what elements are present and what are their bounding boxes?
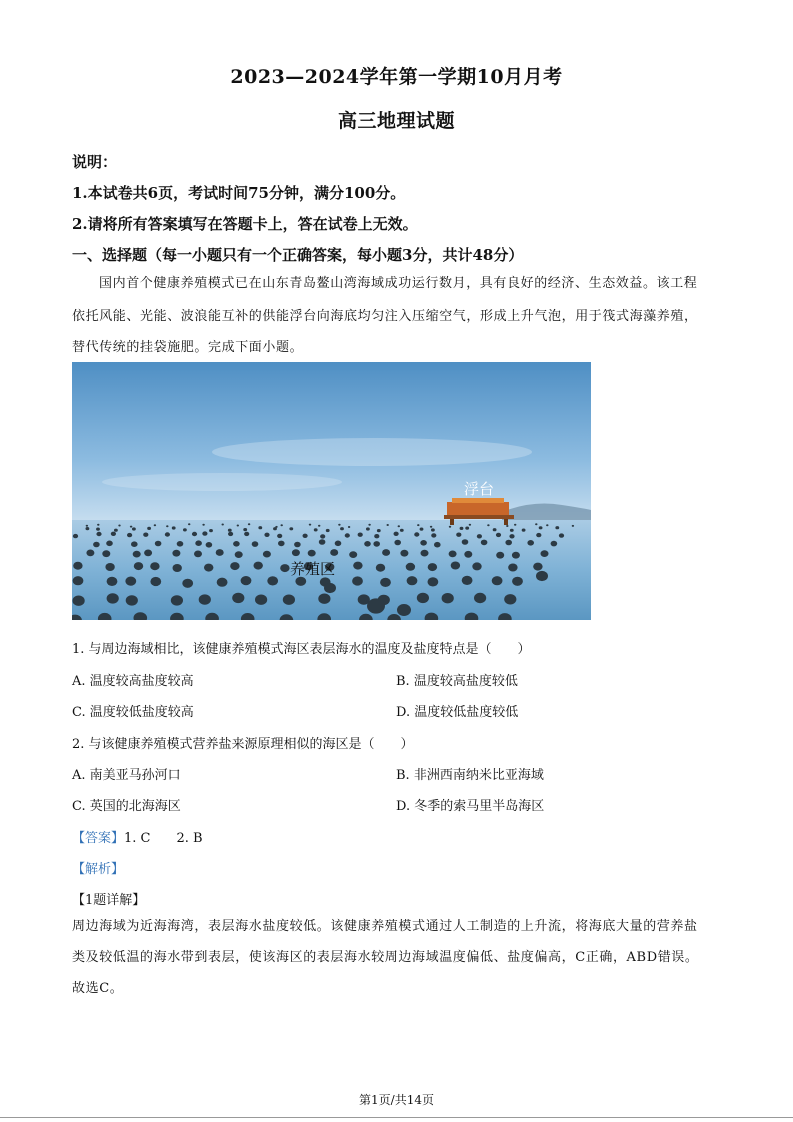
buoy (376, 564, 385, 572)
buoy (431, 533, 436, 537)
buoy (377, 529, 381, 532)
buoy (73, 534, 78, 538)
platform-label: 浮台 (464, 480, 495, 498)
buoy (318, 594, 330, 604)
buoy (382, 549, 390, 556)
buoy (364, 541, 371, 547)
buoy (96, 532, 101, 536)
question-2-option-b: B. 非洲西南纳米比亚海域 (396, 768, 544, 783)
buoy (209, 529, 213, 532)
buoy (464, 551, 472, 558)
buoy (277, 534, 282, 538)
buoy (533, 563, 542, 571)
buoy (400, 529, 404, 532)
sea-farm-illustration (72, 362, 591, 620)
buoy (496, 533, 501, 537)
passage-line-3: 替代传统的挂袋施肥。完成下面小题。 (72, 340, 304, 355)
buoy (535, 523, 537, 525)
buoy (462, 576, 473, 585)
buoy (172, 526, 176, 529)
buoy (477, 534, 482, 538)
buoy (177, 541, 184, 547)
analysis-line-2: 类及较低温的海水带到表层，使该海区的表层海水较周边海域温度偏低、盐度偏高，C正确，ABD错误。 (72, 950, 699, 965)
buoy (541, 550, 549, 557)
question-2-stem: 2. 与该健康养殖模式营养盐来源原理相似的海区是（ ） (72, 737, 414, 752)
buoy (155, 541, 162, 547)
buoy (512, 577, 523, 586)
buoy (398, 525, 400, 527)
buoy (481, 540, 488, 546)
buoy (536, 571, 548, 581)
buoy (233, 541, 240, 547)
buoy (173, 564, 182, 572)
buoy (283, 595, 295, 605)
buoy (374, 534, 379, 538)
buoy (131, 541, 138, 547)
buoy (506, 525, 508, 527)
section-heading: 一、选择题（每一小题只有一个正确答案，每小题3分，共计48分） (72, 246, 524, 264)
buoy (358, 533, 363, 537)
buoy (264, 533, 269, 537)
buoy (243, 528, 247, 531)
buoy (522, 529, 526, 532)
analysis-line-3: 故选C。 (72, 981, 124, 996)
buoy (309, 524, 311, 526)
buoy (449, 551, 457, 558)
buoy (431, 528, 435, 531)
answer-text: 1. C 2. B (124, 831, 203, 846)
buoy (326, 529, 330, 532)
buoy (289, 527, 293, 530)
buoy (428, 563, 437, 571)
buoy (496, 552, 504, 559)
buoy (420, 540, 427, 546)
buoy (125, 577, 136, 586)
buoy (73, 596, 85, 606)
buoy (294, 542, 301, 548)
buoy (102, 550, 110, 557)
buoy (387, 524, 389, 526)
page-footer: 第1页/共14页 (359, 1093, 434, 1107)
buoy (324, 583, 336, 593)
buoy (228, 529, 232, 532)
buoy (280, 564, 289, 572)
buoy (195, 540, 202, 546)
buoy (394, 540, 401, 546)
buoy (472, 562, 481, 570)
buoy (126, 595, 138, 605)
buoy (555, 526, 559, 529)
buoy (194, 551, 202, 558)
buoy (143, 533, 148, 537)
buoy (373, 541, 380, 547)
buoy (147, 527, 151, 530)
buoy (318, 525, 320, 527)
buoy (154, 524, 156, 526)
buoy (73, 576, 84, 585)
buoy (509, 534, 514, 538)
passage-line-1: 国内首个健康养殖模式已在山东青岛鳌山湾海域成功运行数月，具有良好的经济、生态效益。该工程 (99, 276, 698, 291)
buoy (349, 551, 357, 558)
question-1-option-a: A. 温度较高盐度较高 (72, 674, 194, 689)
buoy (230, 562, 239, 570)
buoy (456, 533, 461, 537)
buoy (512, 552, 520, 559)
question-2-option-a: A. 南美亚马孙河口 (72, 768, 181, 783)
note-item-1: 1.本试卷共6页，考试时间75分钟，满分100分。 (72, 184, 406, 202)
buoy (417, 593, 429, 603)
buoy (107, 593, 119, 603)
buoy (417, 524, 419, 526)
buoy (73, 562, 82, 570)
buoy (469, 524, 471, 526)
buoy (235, 551, 243, 558)
buoy (420, 528, 424, 531)
buoy (527, 540, 534, 546)
buoy (237, 525, 239, 527)
exam-title: 2023—2024学年第一学期10月月考 (230, 66, 563, 88)
buoy (536, 533, 541, 537)
buoy (510, 529, 514, 532)
buoy (278, 541, 285, 547)
buoy (508, 564, 517, 572)
buoy (492, 576, 503, 585)
buoy (86, 527, 90, 530)
buoy (493, 528, 497, 531)
buoy (539, 526, 543, 529)
buoy (114, 529, 118, 532)
question-1-option-b: B. 温度较高盐度较低 (396, 674, 518, 689)
buoy (320, 534, 325, 538)
buoy (228, 532, 233, 536)
buoy (263, 551, 271, 558)
answer-line (72, 827, 203, 846)
buoy (86, 525, 88, 527)
buoy (330, 549, 338, 556)
analysis-subheading: 【1题详解】 (72, 893, 146, 908)
buoy (366, 527, 370, 530)
buoy (199, 594, 211, 604)
buoy (465, 527, 469, 530)
buoy (406, 563, 415, 571)
buoy (353, 562, 362, 570)
buoy (434, 542, 441, 548)
buoy (216, 549, 224, 556)
buoy (188, 523, 190, 525)
buoy (474, 593, 486, 603)
buoy (551, 541, 558, 547)
buoy (451, 562, 460, 570)
buoy (105, 563, 114, 571)
buoy (430, 526, 432, 528)
buoy (428, 577, 439, 586)
buoy (86, 550, 94, 557)
buoy (308, 550, 316, 557)
buoy (255, 595, 267, 605)
buoy (150, 562, 159, 570)
buoy (171, 595, 183, 605)
buoy (352, 576, 363, 585)
buoy (397, 604, 411, 616)
buoy (345, 533, 350, 537)
question-1-option-c: C. 温度较低盐度较高 (72, 705, 194, 720)
buoy (407, 576, 418, 585)
question-1-option-d: D. 温度较低盐度较低 (396, 705, 519, 720)
buoy (504, 594, 516, 604)
buoy (107, 577, 118, 586)
buoy (273, 527, 277, 530)
buoy (144, 550, 152, 557)
buoy (254, 562, 263, 570)
note-item-2: 2.请将所有答案填写在答题卡上，答在试卷上无效。 (72, 215, 418, 233)
exam-subtitle: 高三地理试题 (337, 110, 455, 132)
buoy (414, 532, 419, 536)
buoy (340, 527, 344, 530)
buoy (258, 526, 262, 529)
buoy (206, 542, 213, 548)
buoy (134, 562, 143, 570)
buoy (338, 524, 340, 526)
answer-tag: 【答案】 (72, 831, 125, 846)
buoy (202, 531, 207, 535)
buoy (442, 593, 454, 603)
buoy (559, 533, 564, 537)
buoy (241, 576, 252, 585)
question-1-stem: 1. 与周边海域相比，该健康养殖模式海区表层海水的温度及盐度特点是（ ） (72, 642, 531, 657)
buoy (182, 579, 193, 588)
buoy (165, 532, 170, 536)
buoy (546, 524, 548, 526)
buoy (462, 539, 469, 545)
buoy (292, 549, 300, 556)
buoy (394, 532, 399, 536)
buoy (572, 525, 574, 527)
buoy (380, 578, 391, 587)
question-2-option-c: C. 英国的北海海区 (72, 799, 181, 814)
analysis-tag: 【解析】 (72, 862, 125, 877)
buoy (132, 527, 136, 530)
buoy (400, 550, 408, 557)
buoy (111, 532, 116, 536)
buoy (252, 541, 259, 547)
buoy (183, 528, 187, 531)
buoy (106, 541, 113, 547)
buoy (202, 524, 204, 526)
buoy (217, 578, 228, 587)
buoy (348, 526, 350, 528)
buoy (514, 524, 516, 526)
buoy (166, 525, 168, 527)
buoy (449, 526, 451, 528)
buoy (248, 523, 250, 525)
passage-line-2: 依托风能、光能、波浪能互补的供能浮台向海底均匀注入压缩空气，形成上升气泡，用于筏式海藻养殖， (72, 309, 698, 324)
buoy (96, 528, 100, 531)
buoy (367, 598, 385, 613)
buoy (421, 550, 429, 557)
buoy (314, 528, 318, 531)
buoy (487, 524, 489, 526)
notes-heading: 说明： (72, 153, 118, 171)
buoy (295, 577, 306, 586)
analysis-line-1: 周边海域为近海海湾，表层海水盐度较低。该健康养殖模式通过人工制造的上升流，将海底大量的营养盐 (72, 919, 698, 934)
buoy (368, 524, 370, 526)
buoy (505, 540, 512, 546)
buoy (267, 576, 278, 585)
buoy (460, 527, 464, 530)
buoy (172, 550, 180, 557)
buoy (118, 525, 120, 527)
buoy (133, 551, 141, 558)
question-2-option-d: D. 冬季的索马里半岛海区 (396, 799, 545, 814)
buoy (335, 541, 342, 547)
buoy (281, 524, 283, 526)
buoy (319, 539, 326, 545)
buoy (244, 532, 249, 536)
buoy (150, 577, 161, 586)
buoy (130, 526, 132, 528)
buoy (222, 524, 224, 526)
sea-farm-photo (72, 362, 591, 620)
buoy (93, 542, 100, 548)
buoy (97, 524, 99, 526)
farm-area-label: 养殖区 (290, 560, 336, 578)
footer-divider (0, 1117, 793, 1118)
buoy (204, 564, 213, 572)
buoy (192, 532, 197, 536)
buoy (127, 533, 132, 537)
buoy (232, 593, 244, 603)
buoy (303, 534, 308, 538)
